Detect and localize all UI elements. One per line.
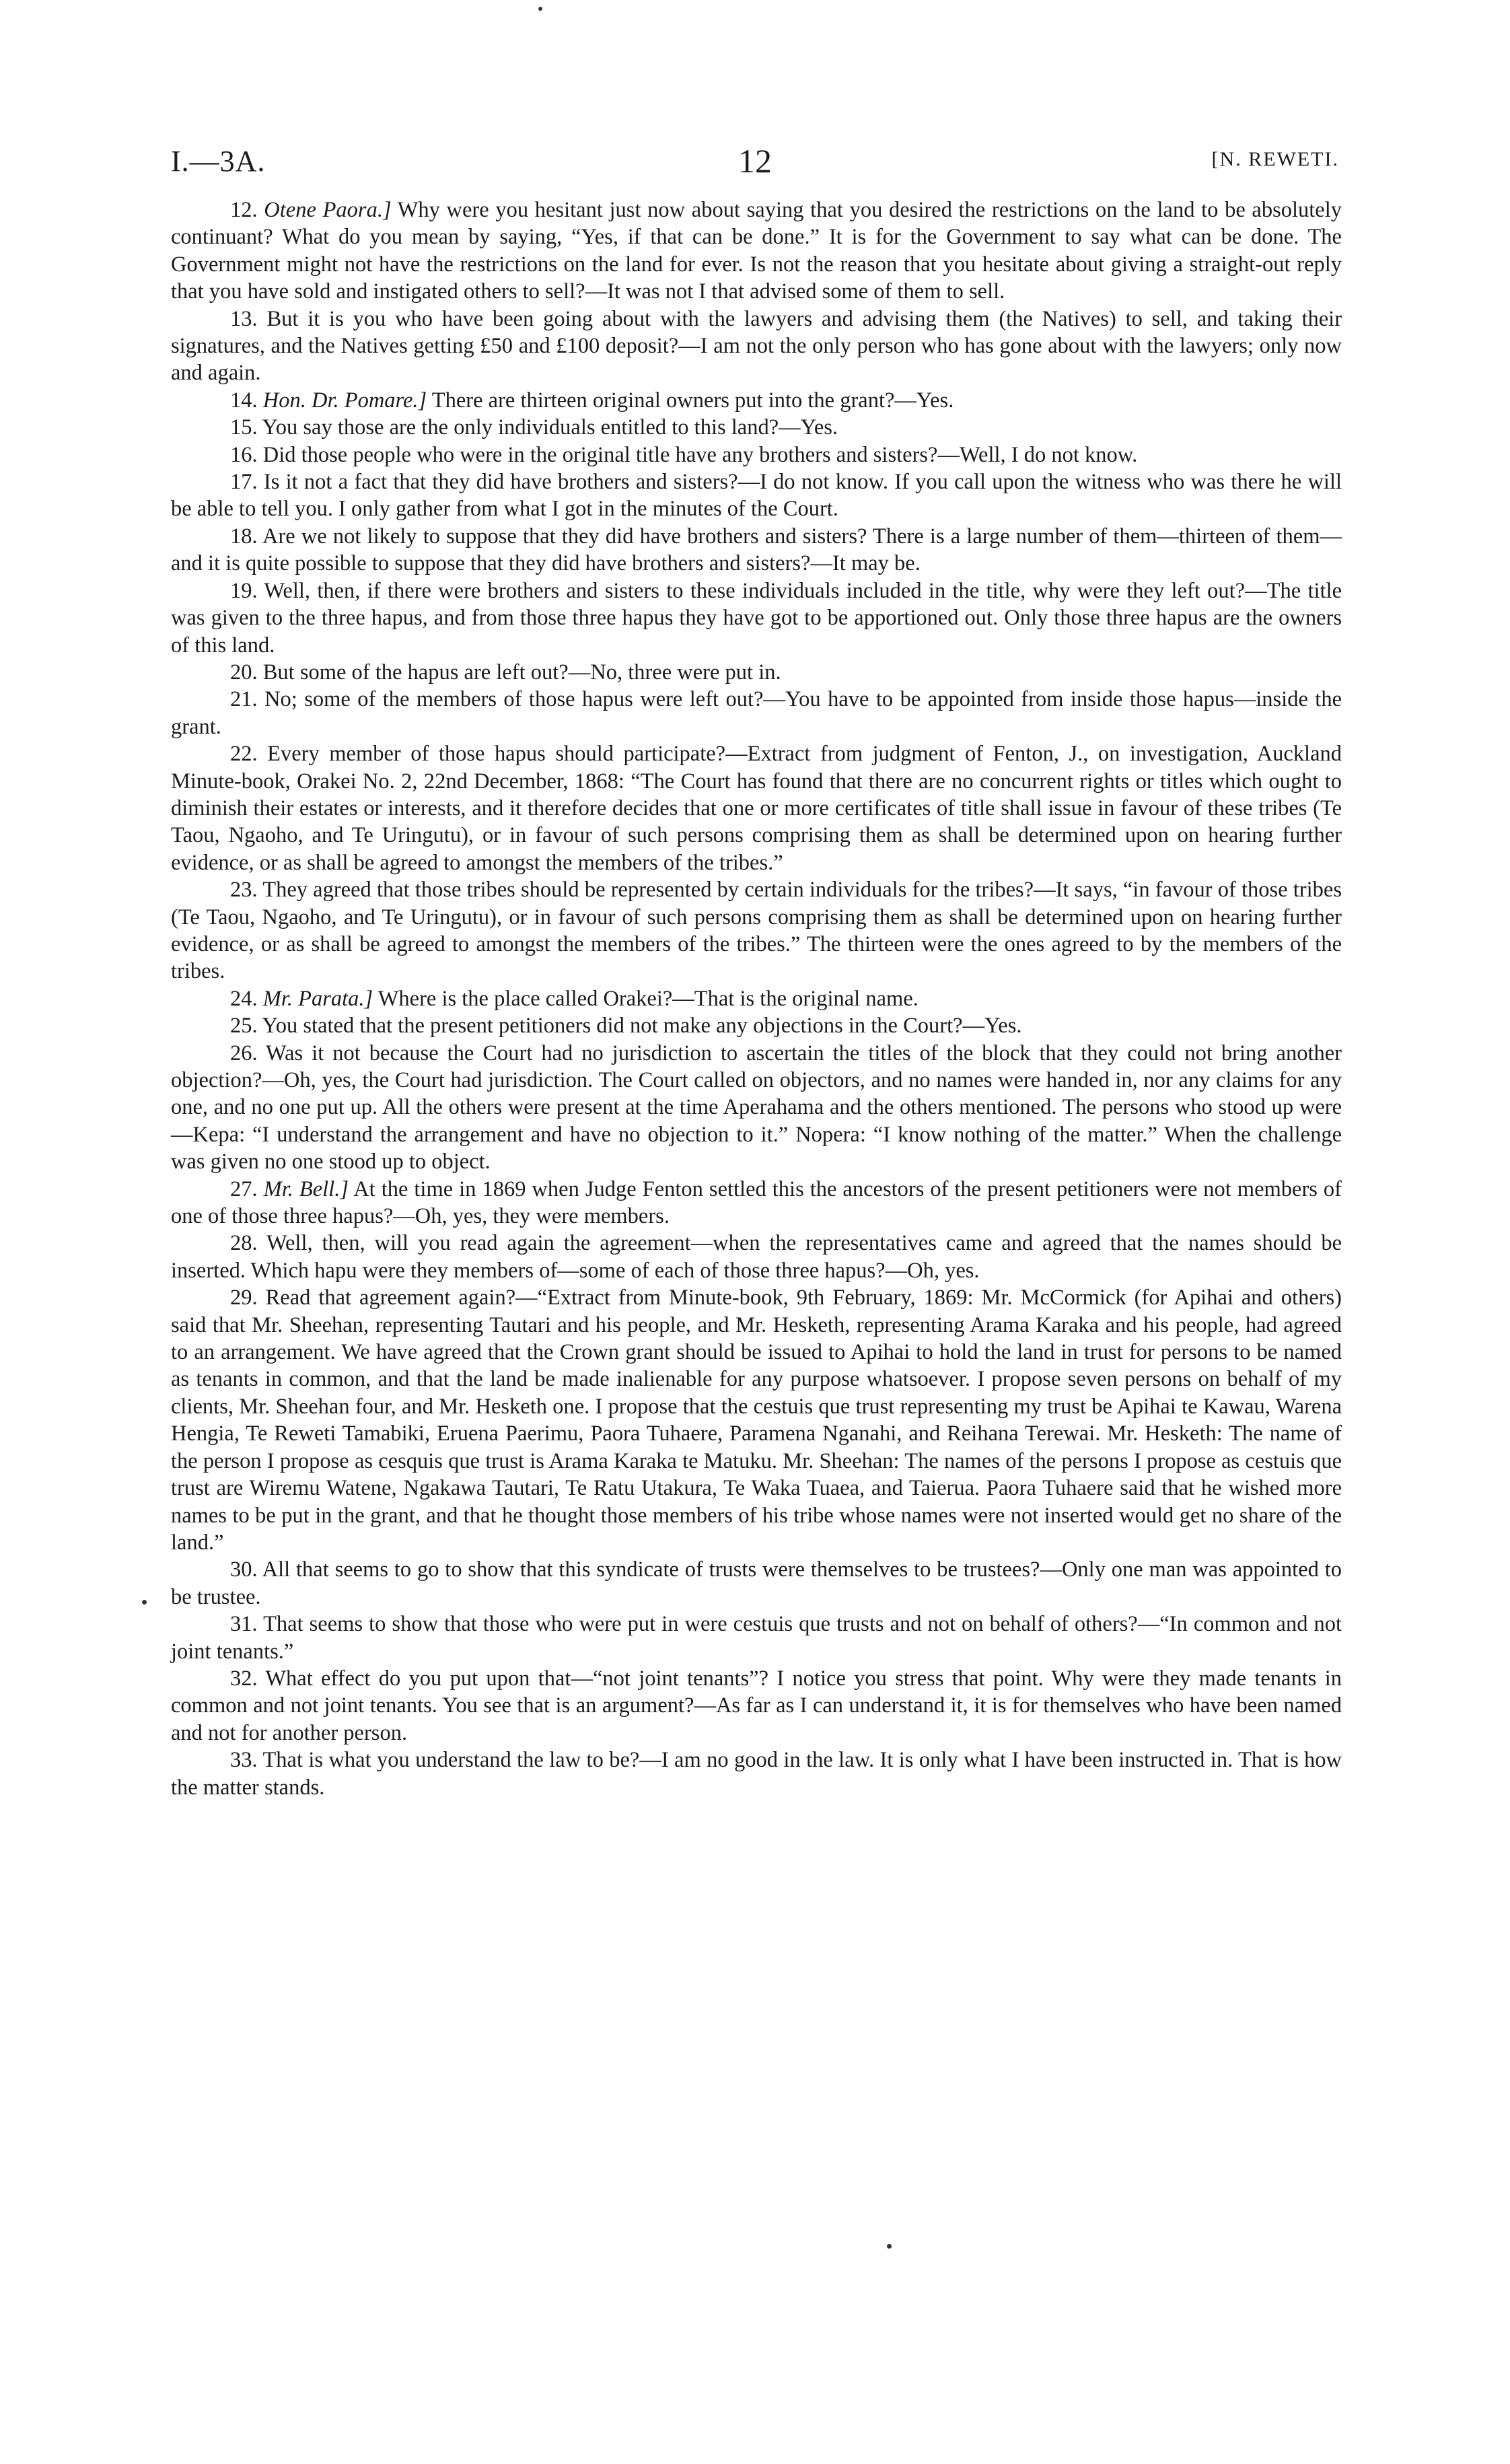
paragraph <box>171 985 1342 1012</box>
question-number: 33. <box>230 1748 258 1773</box>
paragraph-text: They agreed that those tribes should be represented by certain individuals for the tribes?—It says, “in favour of those tribes (Te Taou, Ngaoho, and Te Uringutu), or in favour of such persons comprising them as shall be determined upon on hearing further evidence, or as shall be agreed to amongst the members of the tribes.” The thirteen were the ones agreed to by the members of the tribes. <box>171 878 1342 984</box>
question-number: 21. <box>230 687 258 712</box>
paragraph <box>171 414 1342 441</box>
margin-bullet <box>142 1600 147 1605</box>
paragraph-text: What effect do you put upon that—“not joint tenants”? I notice you stress that point. Why were they made tenants in common and not joint tenants. You see that is an argument?—As far as I can understand it, it is for themselves who have been named and not for another person. <box>171 1666 1342 1745</box>
paragraph-text: Why were you hesitant just now about saying that you desired the restrictions on the land to be absolutely continuant? What do you mean by saying, “Yes, if that can be done.” It is for the Government to say what can be done. The Government might not have the restrictions on the land for ever. Is not the reason that you hesitate about giving a straight-out reply that you have sold and instigated others to sell?—It was not I that advised some of them to sell. <box>171 198 1342 304</box>
paragraph-text: You say those are the only individuals entitled to this land?—Yes. <box>262 415 838 440</box>
speaker: Hon. Dr. Pomare.] <box>262 388 427 413</box>
paragraph-text: At the time in 1869 when Judge Fenton settled this the ancestors of the present petitioners were not members of one of those three hapus?—Oh, yes, they were members. <box>171 1176 1342 1229</box>
paragraph-text: Well, then, if there were brothers and sisters to these individuals included in the title, why were they left out?—The title was given to the three hapus, and from those three hapus they have got to be apportioned out. Only those three hapus are the owners of this land. <box>171 578 1342 658</box>
evidence-text <box>171 197 1342 1801</box>
paragraph <box>171 1230 1342 1284</box>
question-number: 26. <box>230 1041 258 1065</box>
bottom-ink-dot <box>887 2244 892 2249</box>
question-number: 14. <box>230 388 258 413</box>
question-number: 24. <box>230 986 258 1011</box>
paragraph-text: Every member of those hapus should participate?—Extract from judgment of Fenton, J., on investigation, Auckland Minute-book, Orakei No. 2, 22nd December, 1868: “The Court has found that there are no concurrent rights or titles which ought to diminish their estates or interests, and it therefore decides that one or more certificates of title shall issue in favour of these tribes (Te Taou, Ngaoho, and Te Uringutu), or in favour of such persons comprising them as shall be determined upon on hearing further evidence, or as shall be agreed to amongst the members of the tribes.” <box>171 742 1342 875</box>
question-number: 16. <box>230 442 258 467</box>
paragraph-text: That is what you understand the law to be?—I am no good in the law. It is only what I have been instructed in. That is how the matter stands. <box>171 1748 1342 1800</box>
paragraph <box>171 1665 1342 1747</box>
question-number: 20. <box>230 660 258 684</box>
question-number: 31. <box>230 1612 258 1637</box>
paragraph <box>171 442 1342 468</box>
paragraph <box>171 468 1342 523</box>
paragraph <box>171 1611 1342 1665</box>
paragraph-text: Are we not likely to suppose that they did have brothers and sisters? There is a large number of them—thirteen of them—and it is quite possible to suppose that they did have brothers and sisters?—It may be. <box>171 524 1342 576</box>
question-number: 32. <box>230 1666 258 1691</box>
paragraph <box>171 1284 1342 1556</box>
paragraph-text: There are thirteen original owners put into the grant?—Yes. <box>431 388 954 413</box>
question-number: 22. <box>230 742 258 767</box>
question-number: 18. <box>230 524 258 549</box>
paragraph <box>171 686 1342 740</box>
question-number: 13. <box>230 306 258 331</box>
paragraph-text: Was it not because the Court had no jurisdiction to ascertain the titles of the block that they could not bring another objection?—Oh, yes, the Court had jurisdiction. The Court called on objectors, and no names were handed in, nor any claims for any one, and no one put up. All the others were present at the time Aperahama and the others mentioned. The persons who stood up were—Kepa: “I understand the arrangement and have no objection to it.” Nopera: “I know nothing of the matter.” When the challenge was given no one stood up to object. <box>171 1041 1342 1174</box>
running-header <box>171 144 1339 184</box>
question-number: 17. <box>230 470 258 495</box>
question-number: 12. <box>230 198 258 222</box>
paragraph-text: Did those people who were in the original title have any brothers and sisters?—Well, I do not know. <box>262 442 1138 467</box>
paragraph <box>171 577 1342 659</box>
speaker: Mr. Bell.] <box>263 1176 349 1201</box>
paragraph <box>171 523 1342 577</box>
page-number: 12 <box>738 142 772 180</box>
paragraph-text: No; some of the members of those hapus were left out?—You have to be appointed from inside those hapus—inside the grant. <box>171 687 1342 739</box>
paragraph <box>171 387 1342 414</box>
paragraph <box>171 1012 1342 1039</box>
question-number: 25. <box>230 1014 258 1039</box>
question-number: 23. <box>230 878 258 903</box>
paragraph <box>171 1176 1342 1230</box>
question-number: 28. <box>230 1231 258 1256</box>
paragraph-text: But it is you who have been going about with the lawyers and advising them (the Natives) to sell, and taking their signatures, and the Natives getting £50 and £100 deposit?—I am not the only person who has gone about with the lawyers; only now and again. <box>171 306 1342 386</box>
paragraph <box>171 306 1342 387</box>
paragraph-text: All that seems to go to show that this syndicate of trusts were themselves to be trustees?—Only one man was appointed to be trustee. <box>171 1557 1342 1609</box>
paragraph-text: Where is the place called Orakei?—That is the original name. <box>378 986 919 1011</box>
paragraph <box>171 1556 1342 1611</box>
paragraph-text: You stated that the present petitioners did not make any objections in the Court?—Yes. <box>262 1014 1022 1039</box>
paragraph-text: Read that agreement again?—“Extract from Minute-book, 9th February, 1869: Mr. McCormick (for Apihai and others) said that Mr. Sheehan, representing Tautari and his people, and Mr. Hesketh, representing Arama Karaka and his people, had agreed to an arrangement. We have agreed that the Crown grant should be issued to Apihai to hold the land in trust for persons to be named as tenants in common, and that the land be made inalienable for any purpose whatsoever. I propose seven persons on behalf of my clients, Mr. Sheehan four, and Mr. Hesketh one. I propose that the cestuis que trust representing my trust be Apihai te Kawau, Warena Hengia, Te Reweti Tamabiki, Eruena Paerimu, Paora Tuhaere, Paramena Nganahi, and Reihana Terewai. Mr. Hesketh: The name of the person I propose as cesquis que trust is Arama Karaka te Matuku. Mr. Sheehan: The names of the persons I propose as cestuis que trust are Wiremu Watene, Ngakawa Tautari, Te Ratu Utakura, Te Waka Tuaea, and Taierua. Paora Tuhaere said that he wished more names to be put in the grant, and that he thought those members of his tribe whose names were not inserted would get no share of the land.” <box>171 1286 1342 1555</box>
paragraph-text: Well, then, will you read again the agreement—when the representatives came and agreed that the names should be inserted. Which hapu were they members of—some of each of those three hapus?—Oh, yes. <box>171 1231 1342 1283</box>
paragraph-text: But some of the hapus are left out?—No, three were put in. <box>262 660 781 684</box>
paragraph-text: Is it not a fact that they did have brothers and sisters?—I do not know. If you call upon the witness who was there he will be able to tell you. I only gather from what I got in the minutes of the Court. <box>171 470 1342 522</box>
question-number: 27. <box>230 1176 258 1201</box>
witness-name: [N. REWETI. <box>1211 148 1339 170</box>
question-number: 29. <box>230 1286 258 1310</box>
question-number: 15. <box>230 415 258 440</box>
question-number: 19. <box>230 578 258 603</box>
paragraph <box>171 740 1342 876</box>
top-ink-dot <box>538 7 542 11</box>
paragraph <box>171 1040 1342 1176</box>
paragraph <box>171 197 1342 306</box>
document-reference: I.—3A. <box>171 145 266 178</box>
paragraph <box>171 659 1342 686</box>
speaker: Otene Paora.] <box>264 198 392 222</box>
paragraph-text: That seems to show that those who were put in were cestuis que trusts and not on behalf of others?—“In common and not joint tenants.” <box>171 1612 1342 1664</box>
paragraph <box>171 876 1342 985</box>
question-number: 30. <box>230 1557 258 1582</box>
speaker: Mr. Parata.] <box>262 986 373 1011</box>
paragraph <box>171 1747 1342 1801</box>
